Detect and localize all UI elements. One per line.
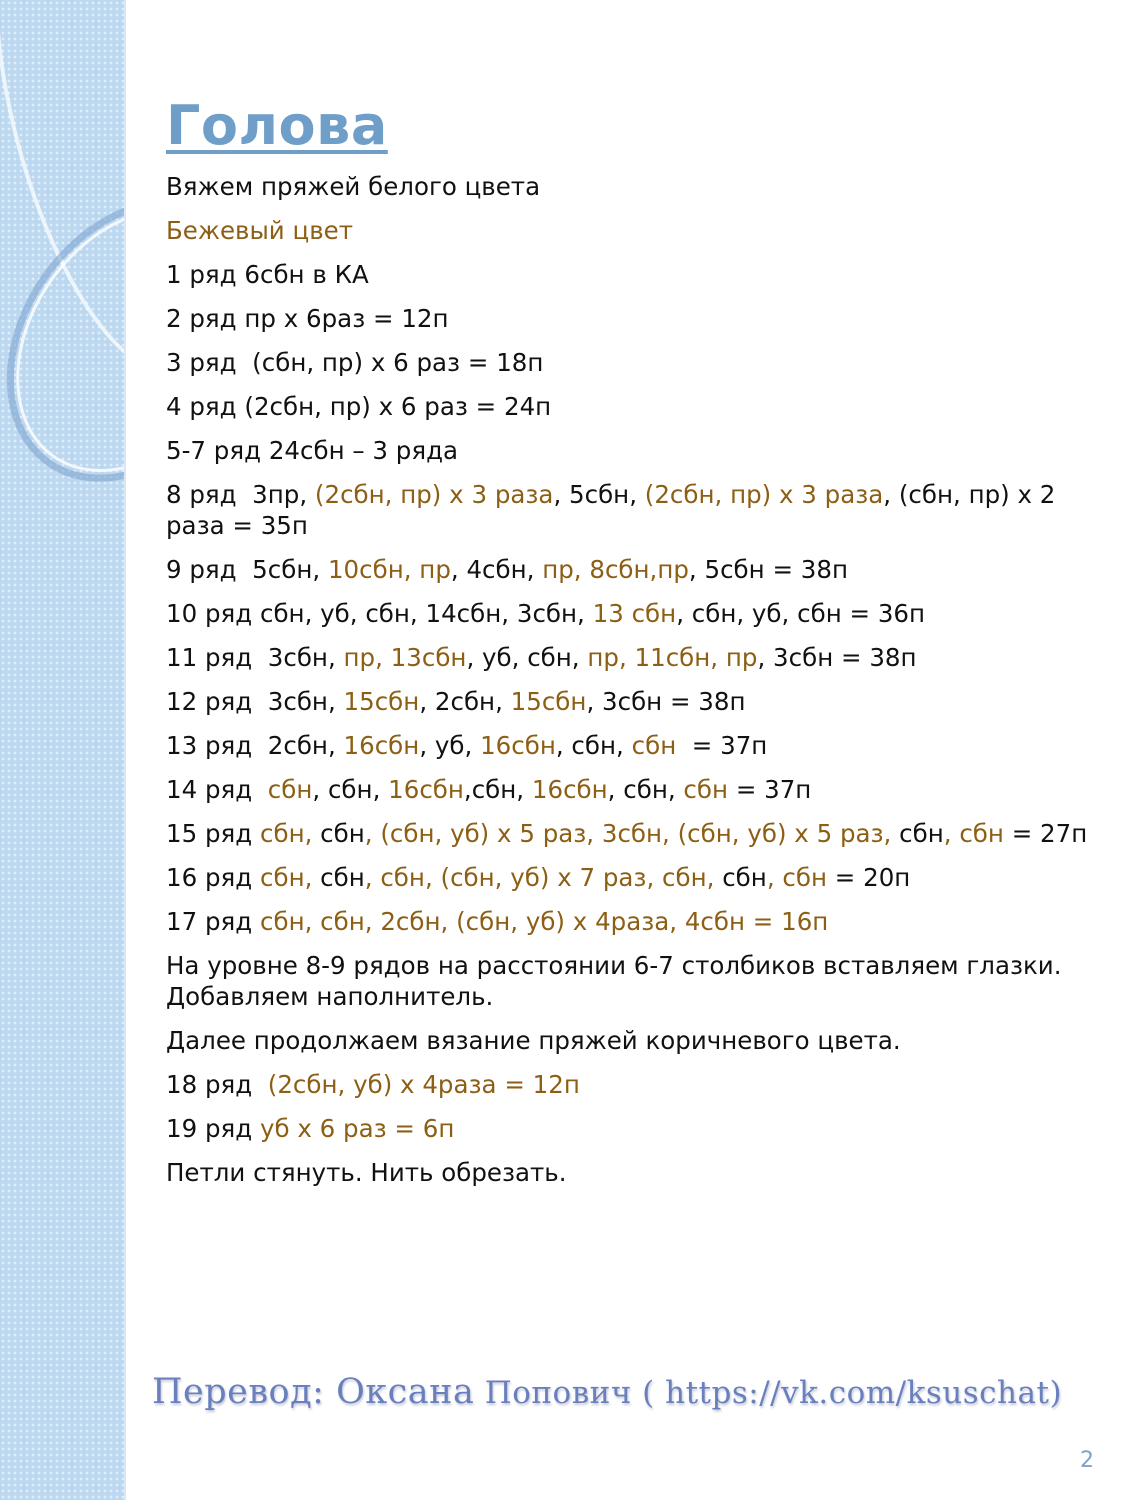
- instruction-line: [166, 862, 1096, 893]
- highlighted-text: сбн,: [259, 819, 313, 848]
- instruction-text: 2 ряд пр х 6раз = 12п: [166, 304, 449, 333]
- highlighted-text: 15сбн: [510, 687, 587, 716]
- highlighted-text: уб х 6 раз = 6п: [259, 1114, 455, 1143]
- highlighted-text: 16сбн: [531, 775, 608, 804]
- instruction-line: [166, 259, 1096, 290]
- decorative-rings: [0, 0, 124, 1500]
- instruction-text: 4 ряд (2сбн, пр) х 6 раз = 24п: [166, 392, 552, 421]
- highlighted-text: (2сбн, пр) х 3 раза: [314, 480, 554, 509]
- instruction-text: 14 ряд: [166, 775, 268, 804]
- instruction-line: [166, 642, 1096, 673]
- instruction-text: 1 ряд 6сбн в КА: [166, 260, 369, 289]
- instruction-text: 8 ряд 3пр,: [166, 480, 315, 509]
- highlighted-text: сбн: [631, 731, 677, 760]
- instruction-text: 11 ряд 3сбн,: [166, 643, 344, 672]
- instruction-text: 9 ряд 5сбн,: [166, 555, 328, 584]
- instruction-text: 18 ряд: [166, 1070, 268, 1099]
- instruction-text: = 27п: [1003, 819, 1088, 848]
- instruction-text: 19 ряд: [166, 1114, 260, 1143]
- highlighted-text: 16сбн: [388, 775, 464, 804]
- instruction-text: Петли стянуть. Нить обрезать.: [166, 1158, 567, 1187]
- translation-credit: [152, 1372, 1062, 1412]
- instruction-text: 3 ряд (сбн, пр) х 6 раз = 18п: [166, 348, 544, 377]
- instruction-text: ,сбн,: [463, 775, 532, 804]
- instruction-text: 12 ряд 3сбн,: [166, 687, 344, 716]
- instruction-text: 10 ряд сбн, уб, сбн, 14сбн, 3сбн,: [166, 599, 593, 628]
- instruction-text: , сбн,: [555, 731, 632, 760]
- highlighted-text: 13 сбн: [592, 599, 677, 628]
- instruction-line: [166, 1025, 1096, 1056]
- credit-translator: Перевод: Оксана: [152, 1372, 475, 1412]
- instruction-text: , 2сбн,: [419, 687, 511, 716]
- instruction-line: [166, 554, 1096, 585]
- instruction-line: [166, 730, 1096, 761]
- instruction-text: 16 ряд: [166, 863, 260, 892]
- instruction-text: , 5сбн = 38п: [688, 555, 848, 584]
- instruction-text: сбн: [312, 863, 365, 892]
- instruction-line: [166, 1157, 1096, 1188]
- credit-name-link: Попович ( https://vk.com/ksuschat): [474, 1375, 1063, 1411]
- instruction-text: 13 ряд 2сбн,: [166, 731, 344, 760]
- instruction-text: , уб,: [419, 731, 481, 760]
- instruction-line: [166, 215, 1096, 246]
- instruction-line: [166, 1069, 1096, 1100]
- highlighted-text: (2сбн, уб) х 4раза = 12п: [267, 1070, 580, 1099]
- instruction-line: [166, 479, 1096, 541]
- instruction-text: На уровне 8-9 рядов на расстоянии 6-7 столбиков вставляем глазки. Добавляем наполнитель.: [166, 951, 1070, 1011]
- highlighted-text: пр, 13сбн: [343, 643, 467, 672]
- instruction-text: , сбн,: [312, 775, 389, 804]
- instruction-text: , уб, сбн,: [466, 643, 588, 672]
- highlighted-text: Бежевый цвет: [166, 216, 353, 245]
- highlighted-text: , сбн: [766, 863, 827, 892]
- instruction-text: сбн: [312, 819, 365, 848]
- instruction-line: [166, 598, 1096, 629]
- instruction-text: сбн: [891, 819, 944, 848]
- instruction-text: Далее продолжаем вязание пряжей коричневого цвета.: [166, 1026, 901, 1055]
- highlighted-text: пр, 8сбн,пр: [542, 555, 689, 584]
- highlighted-text: 10сбн, пр: [327, 555, 451, 584]
- instruction-text: , сбн,: [607, 775, 684, 804]
- instruction-text: 5-7 ряд 24сбн – 3 ряда: [166, 436, 459, 465]
- highlighted-text: , (сбн, уб) х 5 раз, 3сбн, (сбн, уб) х 5 раз,: [364, 819, 892, 848]
- instruction-text: сбн: [714, 863, 767, 892]
- instruction-text: = 37п: [728, 775, 812, 804]
- instruction-line: [166, 818, 1096, 849]
- instruction-line: [166, 686, 1096, 717]
- instruction-text: , (сбн, пр) х 2 раза = 35п: [166, 480, 1064, 540]
- instruction-line: [166, 303, 1096, 334]
- instruction-line: [166, 950, 1096, 1012]
- instruction-line: [166, 391, 1096, 422]
- highlighted-text: сбн,: [259, 863, 313, 892]
- instruction-text: , 3сбн = 38п: [586, 687, 746, 716]
- instruction-text: , сбн, уб, сбн = 36п: [676, 599, 926, 628]
- highlighted-text: сбн, сбн, 2сбн, (сбн, уб) х 4раза, 4сбн = 16п: [259, 907, 829, 936]
- instruction-line: [166, 774, 1096, 805]
- instruction-text: , 3сбн = 38п: [757, 643, 917, 672]
- instruction-line: [166, 347, 1096, 378]
- instruction-line: [166, 435, 1096, 466]
- instruction-line: [166, 1113, 1096, 1144]
- highlighted-text: 15сбн: [343, 687, 420, 716]
- highlighted-text: сбн: [267, 775, 313, 804]
- highlighted-text: сбн: [683, 775, 729, 804]
- instruction-text: 15 ряд: [166, 819, 260, 848]
- highlighted-text: , сбн: [943, 819, 1004, 848]
- instruction-line: [166, 171, 1096, 202]
- pattern-instructions: [166, 171, 1096, 1201]
- instruction-text: Вяжем пряжей белого цвета: [166, 172, 541, 201]
- highlighted-text: пр, 11сбн, пр: [587, 643, 758, 672]
- decorative-sidebar: [0, 0, 126, 1500]
- instruction-text: 17 ряд: [166, 907, 260, 936]
- instruction-text: = 20п: [827, 863, 911, 892]
- highlighted-text: 16сбн: [480, 731, 556, 760]
- instruction-text: , 5сбн,: [553, 480, 645, 509]
- instruction-text: = 37п: [676, 731, 768, 760]
- instruction-line: [166, 906, 1096, 937]
- highlighted-text: (2сбн, пр) х 3 раза: [644, 480, 884, 509]
- instruction-text: , 4сбн,: [450, 555, 543, 584]
- highlighted-text: , сбн, (сбн, уб) х 7 раз, сбн,: [364, 863, 715, 892]
- page-number: 2: [1080, 1448, 1094, 1473]
- page-title: Голова: [166, 94, 388, 157]
- highlighted-text: 16сбн: [343, 731, 420, 760]
